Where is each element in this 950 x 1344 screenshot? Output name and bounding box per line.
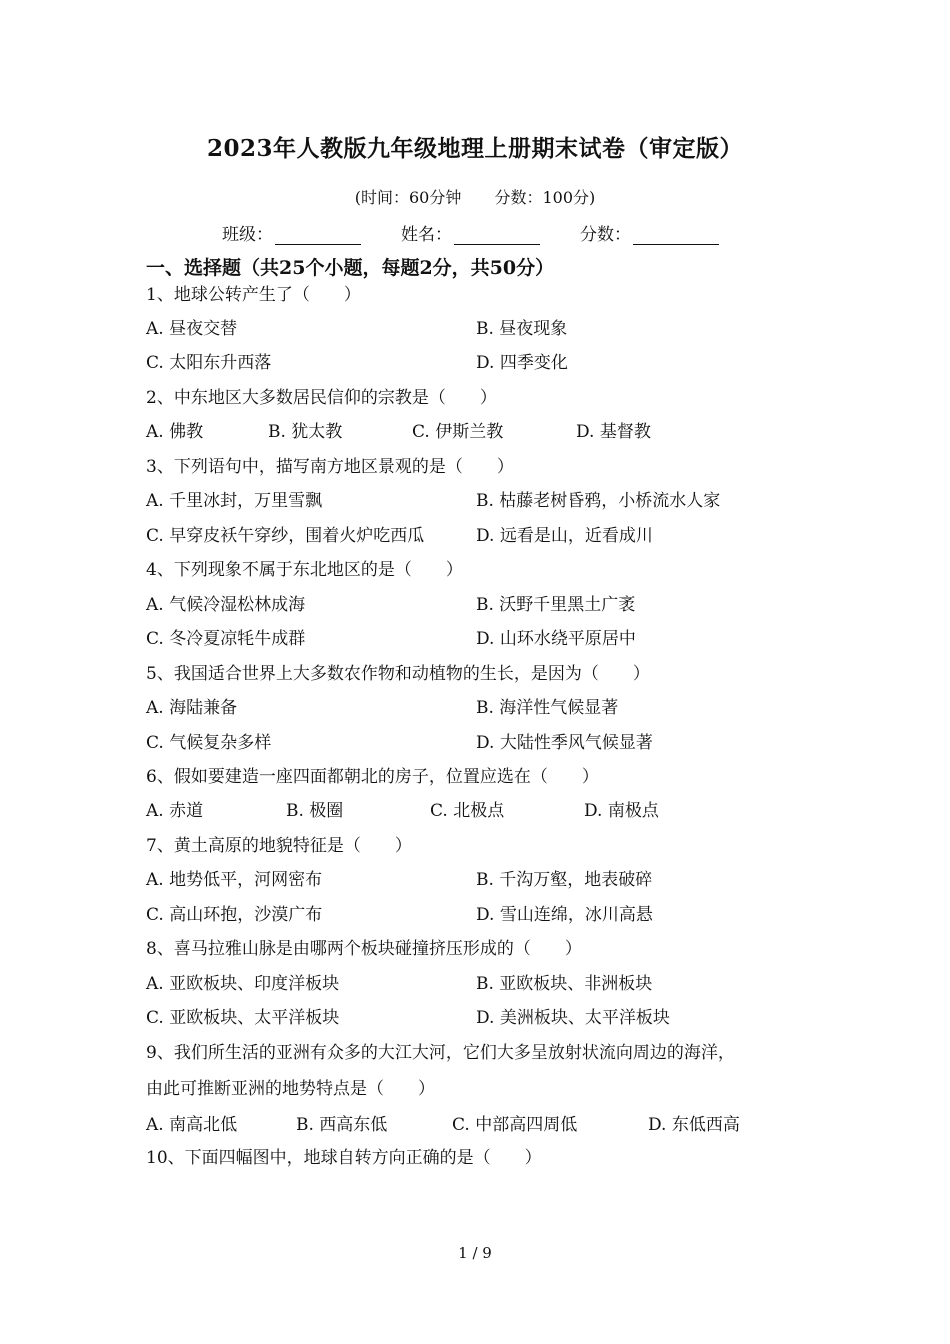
name-field <box>401 220 540 245</box>
page-number: 1 / 9 <box>458 1244 492 1262</box>
option-c: C. 早穿皮袄午穿纱，围着火炉吃西瓜 <box>146 526 425 546</box>
option-a: A. 地势低平，河网密布 <box>146 870 323 890</box>
option-b: B. 千沟万壑，地表破碎 <box>476 870 653 890</box>
option-b: B. 海洋性气候显著 <box>476 698 619 718</box>
option-c: C. 冬冷夏凉牦牛成群 <box>146 629 306 649</box>
option-a: A. 气候冷湿松林成海 <box>146 595 306 615</box>
question-stem: 8、喜马拉雅山脉是由哪两个板块碰撞挤压形成的（ ） <box>146 939 582 959</box>
option-d: D. 美洲板块、太平洋板块 <box>476 1008 670 1028</box>
option-c: C. 气候复杂多样 <box>146 733 272 753</box>
option-b: B. 沃野千里黑土广袤 <box>476 595 636 615</box>
question-stem: 10、下面四幅图中，地球自转方向正确的是（ ） <box>146 1148 542 1168</box>
option-d: D. 雪山连绵，冰川高悬 <box>476 905 653 925</box>
name-blank[interactable] <box>454 226 540 245</box>
option-d: D. 基督教 <box>576 422 651 442</box>
question-stem: 4、下列现象不属于东北地区的是（ ） <box>146 560 463 580</box>
option-b: B. 极圈 <box>286 801 344 821</box>
option-b: B. 枯藤老树昏鸦，小桥流水人家 <box>476 491 721 511</box>
option-a: A. 海陆兼备 <box>146 698 238 718</box>
question-stem-continued: 由此可推断亚洲的地势特点是（ ） <box>146 1079 435 1099</box>
class-blank[interactable] <box>275 226 361 245</box>
option-b: B. 犹太教 <box>268 422 343 442</box>
name-label: 姓名： <box>401 225 452 245</box>
score-label: 分数： <box>580 225 631 245</box>
score-field <box>580 220 719 245</box>
option-c: C. 中部高四周低 <box>452 1115 578 1135</box>
option-d: D. 远看是山，近看成川 <box>476 526 653 546</box>
option-b: B. 西高东低 <box>296 1115 388 1135</box>
option-b: B. 亚欧板块、非洲板块 <box>476 974 653 994</box>
question-stem: 9、我们所生活的亚洲有众多的大江大河，它们大多呈放射状流向周边的海洋， <box>146 1043 735 1063</box>
option-c: C. 北极点 <box>430 801 505 821</box>
option-c: C. 亚欧板块、太平洋板块 <box>146 1008 340 1028</box>
student-info <box>222 220 759 245</box>
question-stem: 7、黄土高原的地貌特征是（ ） <box>146 836 412 856</box>
page-title: 2023年人教版九年级地理上册期末试卷（审定版） <box>206 135 743 162</box>
option-a: A. 赤道 <box>146 801 204 821</box>
class-field <box>222 220 361 245</box>
section-title: 一、选择题（共25个小题，每题2分，共50分） <box>146 257 555 279</box>
option-c: C. 太阳东升西落 <box>146 353 272 373</box>
option-d: D. 南极点 <box>584 801 659 821</box>
option-d: D. 四季变化 <box>476 353 568 373</box>
option-d: D. 大陆性季风气候显著 <box>476 733 653 753</box>
exam-time: (时间：60分钟 <box>354 188 462 207</box>
score-blank[interactable] <box>633 226 719 245</box>
option-a: A. 亚欧板块、印度洋板块 <box>146 974 340 994</box>
option-a: A. 昼夜交替 <box>146 319 238 339</box>
option-a: A. 佛教 <box>146 422 204 442</box>
option-b: B. 昼夜现象 <box>476 319 568 339</box>
question-stem: 3、下列语句中，描写南方地区景观的是（ ） <box>146 457 514 477</box>
exam-total-score: 分数：100分) <box>494 188 596 207</box>
option-d: D. 山环水绕平原居中 <box>476 629 636 649</box>
option-d: D. 东低西高 <box>648 1115 740 1135</box>
option-a: A. 南高北低 <box>146 1115 238 1135</box>
question-stem: 6、假如要建造一座四面都朝北的房子，位置应选在（ ） <box>146 767 599 787</box>
question-stem: 1、地球公转产生了（ ） <box>146 285 361 305</box>
question-stem: 5、我国适合世界上大多数农作物和动植物的生长，是因为（ ） <box>146 664 650 684</box>
option-c: C. 伊斯兰教 <box>412 422 504 442</box>
option-c: C. 高山环抱，沙漠广布 <box>146 905 323 925</box>
exam-meta <box>0 185 950 208</box>
option-a: A. 千里冰封，万里雪飘 <box>146 491 323 511</box>
class-label: 班级： <box>222 225 273 245</box>
question-stem: 2、中东地区大多数居民信仰的宗教是（ ） <box>146 388 497 408</box>
